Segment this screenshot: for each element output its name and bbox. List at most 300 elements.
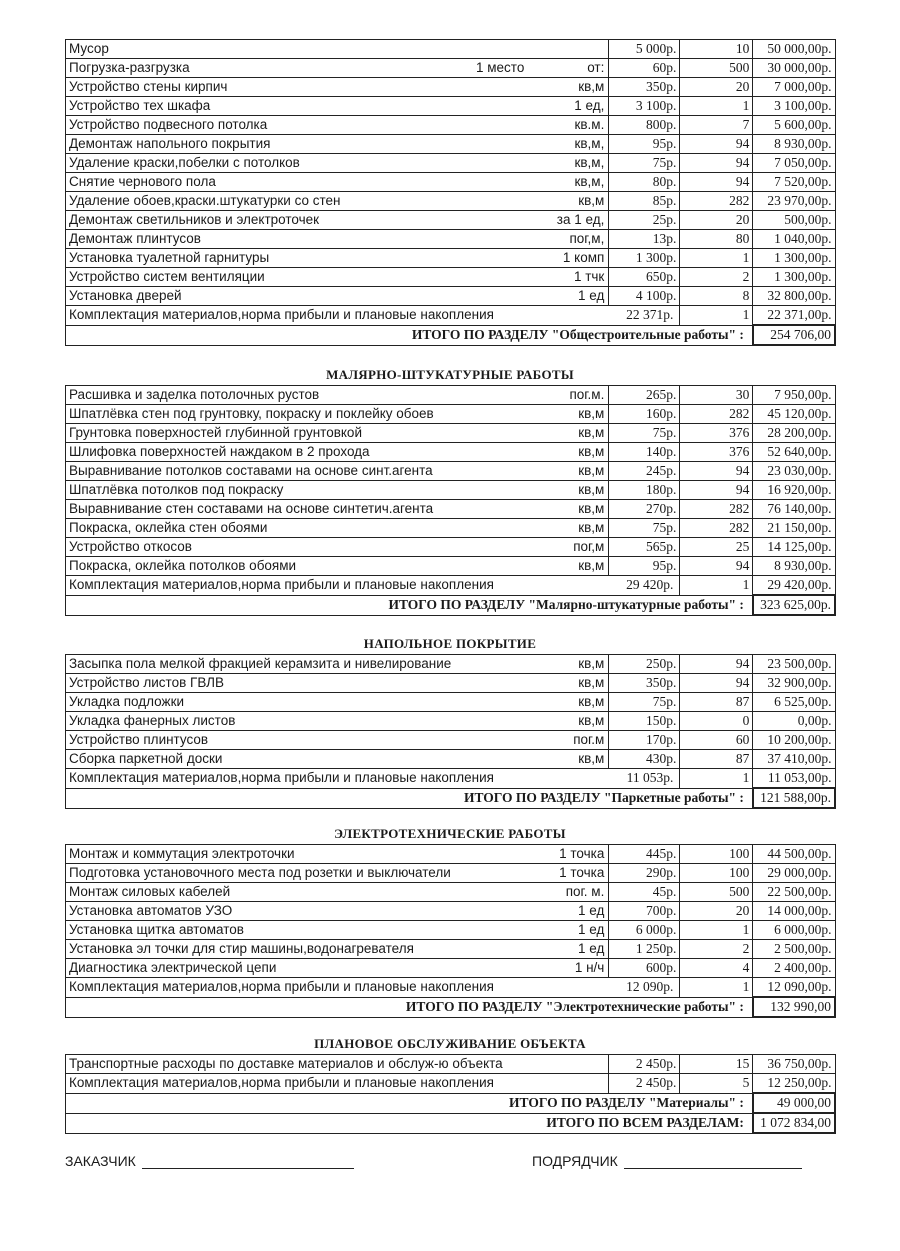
- table-row: [66, 40, 836, 59]
- table-row: [66, 230, 836, 249]
- item-qty: 282: [680, 192, 753, 211]
- item-price: 1 250р.: [609, 940, 680, 959]
- item-qualifier: 1 место: [476, 60, 525, 75]
- materials-cell: [66, 306, 680, 326]
- item-unit: кв,м,: [574, 136, 605, 151]
- item-unit: кв,м: [578, 482, 605, 497]
- item-sum: 0,00р.: [753, 712, 835, 731]
- grand-total-value: 1 072 834,00: [753, 1113, 835, 1133]
- item-name: Засыпка пола мелкой фракцией керамзита и нивелирование: [69, 656, 452, 671]
- section-total-value: 132 990,00: [753, 997, 835, 1017]
- item-price: 445р.: [609, 845, 680, 864]
- item-unit: кв,м: [578, 713, 605, 728]
- materials-name: Комплектация материалов,норма прибыли и плановые накопления: [69, 307, 494, 323]
- materials-cell: [66, 769, 680, 789]
- item-cell: [66, 750, 609, 769]
- item-qty: 60: [680, 731, 753, 750]
- item-price: 45р.: [609, 883, 680, 902]
- item-cell: [66, 1074, 609, 1094]
- item-price: 150р.: [609, 712, 680, 731]
- item-unit: кв,м: [578, 193, 605, 208]
- item-price: 430р.: [609, 750, 680, 769]
- item-price: 4 100р.: [609, 287, 680, 306]
- item-cell: [66, 173, 609, 192]
- item-qty: 1: [680, 921, 753, 940]
- item-name: Устройство подвесного потолка: [69, 117, 268, 132]
- table-row: [66, 731, 836, 750]
- item-price: 565р.: [609, 538, 680, 557]
- section-title: ЭЛЕКТРОТЕХНИЧЕСКИЕ РАБОТЫ: [334, 826, 566, 841]
- item-qty: 7: [680, 116, 753, 135]
- materials-row: [66, 978, 836, 998]
- item-qty: 0: [680, 712, 753, 731]
- item-unit: кв,м: [578, 406, 605, 421]
- item-price: 800р.: [609, 116, 680, 135]
- contractor-label: ПОДРЯДЧИК: [532, 1153, 618, 1169]
- item-sum: 23 030,00р.: [753, 462, 835, 481]
- section-total-label: ИТОГО ПО РАЗДЕЛУ "Паркетные работы" :: [66, 788, 753, 808]
- item-cell: [66, 693, 609, 712]
- item-sum: 7 520,00р.: [753, 173, 835, 192]
- item-sum: 10 200,00р.: [753, 731, 835, 750]
- table-row: [66, 1074, 836, 1094]
- item-name: Удаление обоев,краски.штукатурки со стен: [69, 193, 341, 208]
- item-unit: пог,м,: [569, 231, 605, 246]
- item-unit: пог,м: [573, 539, 605, 554]
- item-qty: 4: [680, 959, 753, 978]
- item-unit: кв,м,: [574, 174, 605, 189]
- item-unit: 1 ед: [577, 288, 605, 303]
- item-cell: [66, 40, 609, 59]
- table-row: [66, 192, 836, 211]
- item-cell: [66, 712, 609, 731]
- item-cell: [66, 154, 609, 173]
- materials-sum: 29 420,00р.: [753, 576, 835, 596]
- table-row: [66, 538, 836, 557]
- item-qty: 500: [680, 883, 753, 902]
- materials-qty: 1: [680, 978, 753, 998]
- grand-total-row: [66, 1113, 836, 1133]
- item-sum: 8 930,00р.: [753, 557, 835, 576]
- table-row: [66, 287, 836, 306]
- item-qty: 10: [680, 40, 753, 59]
- item-unit: кв,м: [578, 675, 605, 690]
- item-qty: 94: [680, 655, 753, 674]
- item-unit: кв.м.: [574, 117, 605, 132]
- materials-sum: 12 090,00р.: [753, 978, 835, 998]
- estimate-table: [65, 844, 836, 1018]
- item-unit: кв,м: [578, 463, 605, 478]
- item-name: Установка туалетной гарнитуры: [69, 250, 270, 265]
- item-name: Шлифовка поверхностей наждаком в 2 прохода: [69, 444, 370, 459]
- table-row: [66, 97, 836, 116]
- item-price: 3 100р.: [609, 97, 680, 116]
- item-sum: 5 600,00р.: [753, 116, 835, 135]
- item-name: Устройство стены кирпич: [69, 79, 228, 94]
- item-qty: 25: [680, 538, 753, 557]
- item-sum: 50 000,00р.: [753, 40, 835, 59]
- item-qty: 376: [680, 443, 753, 462]
- materials-name: Комплектация материалов,норма прибыли и плановые накопления: [69, 577, 494, 593]
- item-sum: 76 140,00р.: [753, 500, 835, 519]
- item-cell: [66, 287, 609, 306]
- item-name: Выравнивание потолков составами на основе синт.агента: [69, 463, 433, 478]
- item-unit: кв,м: [578, 425, 605, 440]
- item-sum: 29 000,00р.: [753, 864, 835, 883]
- item-qty: 1: [680, 249, 753, 268]
- item-sum: 36 750,00р.: [753, 1055, 835, 1074]
- item-price: 250р.: [609, 655, 680, 674]
- item-price: 160р.: [609, 405, 680, 424]
- item-price: 700р.: [609, 902, 680, 921]
- item-name: Устройство листов ГВЛВ: [69, 675, 225, 690]
- item-cell: [66, 78, 609, 97]
- item-cell: [66, 116, 609, 135]
- item-qty: 20: [680, 211, 753, 230]
- item-name: Подготовка установочного места под розетки и выключатели: [69, 865, 451, 880]
- section-rows: [66, 386, 836, 616]
- section-plaster: [65, 385, 836, 616]
- item-price: 95р.: [609, 557, 680, 576]
- section-title: НАПОЛЬНОЕ ПОКРЫТИЕ: [363, 636, 537, 651]
- item-cell: [66, 655, 609, 674]
- item-unit: 1 комп: [562, 250, 605, 265]
- item-cell: [66, 59, 609, 78]
- section-floor: [65, 654, 836, 809]
- item-qty: 94: [680, 557, 753, 576]
- grand-total-label: ИТОГО ПО ВСЕМ РАЗДЕЛАМ:: [66, 1113, 753, 1133]
- item-qty: 282: [680, 500, 753, 519]
- item-sum: 32 900,00р.: [753, 674, 835, 693]
- item-qty: 94: [680, 462, 753, 481]
- estimate-table: [65, 385, 836, 616]
- item-price: 180р.: [609, 481, 680, 500]
- materials-row: [66, 769, 836, 789]
- item-name: Устройство тех шкафа: [69, 98, 211, 113]
- item-name: Укладка фанерных листов: [69, 713, 236, 728]
- item-cell: [66, 845, 609, 864]
- table-row: [66, 59, 836, 78]
- item-cell: [66, 211, 609, 230]
- item-qty: 94: [680, 154, 753, 173]
- item-sum: 7 950,00р.: [753, 386, 835, 405]
- item-name: Снятие чернового пола: [69, 174, 216, 189]
- materials-price: 11 053р.: [626, 770, 674, 785]
- item-unit: пог. м.: [565, 884, 605, 899]
- table-row: [66, 750, 836, 769]
- section-total-value: 121 588,00р.: [753, 788, 835, 808]
- item-sum: 8 930,00р.: [753, 135, 835, 154]
- item-name: Устройство систем вентиляции: [69, 269, 265, 284]
- item-unit: 1 ед: [577, 922, 605, 937]
- item-price: 2 450р.: [609, 1074, 680, 1094]
- table-row: [66, 864, 836, 883]
- item-cell: [66, 97, 609, 116]
- item-name: Установка автоматов УЗО: [69, 903, 233, 918]
- item-unit: кв,м: [578, 501, 605, 516]
- item-unit: кв,м: [578, 444, 605, 459]
- item-qty: 5: [680, 1074, 753, 1094]
- item-name: Устройство откосов: [69, 539, 192, 554]
- materials-qty: 1: [680, 306, 753, 326]
- item-name: Удаление краски,побелки с потолков: [69, 155, 300, 170]
- item-price: 75р.: [609, 693, 680, 712]
- item-name: Установка эл точки для стир машины,водонагревателя: [69, 941, 414, 956]
- materials-cell: [66, 576, 680, 596]
- item-qty: 94: [680, 173, 753, 192]
- section-rows: [66, 40, 836, 346]
- item-sum: 32 800,00р.: [753, 287, 835, 306]
- item-qty: 94: [680, 135, 753, 154]
- item-cell: [66, 674, 609, 693]
- item-name: Установка дверей: [69, 288, 182, 303]
- item-qty: 282: [680, 519, 753, 538]
- table-row: [66, 902, 836, 921]
- table-row: [66, 519, 836, 538]
- item-price: 650р.: [609, 268, 680, 287]
- section-total-label: ИТОГО ПО РАЗДЕЛУ "Общестроительные работы" :: [66, 325, 753, 345]
- item-price: 80р.: [609, 173, 680, 192]
- item-sum: 21 150,00р.: [753, 519, 835, 538]
- item-unit: кв,м,: [574, 155, 605, 170]
- item-cell: [66, 864, 609, 883]
- item-sum: 16 920,00р.: [753, 481, 835, 500]
- section-total-row: [66, 1093, 836, 1113]
- table-row: [66, 883, 836, 902]
- section-total-label: ИТОГО ПО РАЗДЕЛУ "Малярно-штукатурные работы" :: [66, 595, 753, 615]
- table-row: [66, 693, 836, 712]
- materials-qty: 1: [680, 576, 753, 596]
- item-cell: [66, 519, 609, 538]
- item-price: 60р.: [609, 59, 680, 78]
- item-cell: [66, 959, 609, 978]
- item-cell: [66, 1055, 609, 1074]
- signature-line: [142, 1154, 354, 1169]
- item-price: 245р.: [609, 462, 680, 481]
- item-sum: 7 050,00р.: [753, 154, 835, 173]
- materials-row: [66, 306, 836, 326]
- item-name: Транспортные расходы по доставке материалов и обслуж-ю объекта: [69, 1056, 503, 1071]
- signature-line: [624, 1154, 802, 1169]
- item-price: 2 450р.: [609, 1055, 680, 1074]
- table-row: [66, 481, 836, 500]
- materials-price: 22 371р.: [626, 307, 674, 322]
- item-name: Комплектация материалов,норма прибыли и плановые накопления: [69, 1075, 494, 1091]
- table-row: [66, 462, 836, 481]
- item-qty: 2: [680, 940, 753, 959]
- item-cell: [66, 268, 609, 287]
- table-row: [66, 557, 836, 576]
- item-price: 95р.: [609, 135, 680, 154]
- contractor-signature: [532, 1153, 802, 1169]
- item-cell: [66, 192, 609, 211]
- item-sum: 52 640,00р.: [753, 443, 835, 462]
- section-title: ПЛАНОВОЕ ОБСЛУЖИВАНИЕ ОБЪЕКТА: [314, 1036, 586, 1051]
- item-unit: пог.м: [573, 732, 605, 747]
- item-name: Монтаж и коммутация электроточки: [69, 846, 295, 861]
- item-qty: 282: [680, 405, 753, 424]
- item-name: Шпатлёвка стен под грунтовку, покраску и поклейку обоев: [69, 406, 434, 421]
- table-row: [66, 173, 836, 192]
- item-cell: [66, 883, 609, 902]
- item-sum: 28 200,00р.: [753, 424, 835, 443]
- section-total-label: ИТОГО ПО РАЗДЕЛУ "Электротехнические работы" :: [66, 997, 753, 1017]
- customer-signature: [65, 1153, 354, 1169]
- item-sum: 44 500,00р.: [753, 845, 835, 864]
- item-unit: кв,м: [578, 79, 605, 94]
- item-name: Покраска, оклейка стен обоями: [69, 520, 268, 535]
- item-name: Установка щитка автоматов: [69, 922, 244, 937]
- item-sum: 2 400,00р.: [753, 959, 835, 978]
- table-row: [66, 154, 836, 173]
- estimate-table: [65, 654, 836, 809]
- item-name: Демонтаж светильников и электроточек: [69, 212, 320, 227]
- materials-qty: 1: [680, 769, 753, 789]
- table-row: [66, 655, 836, 674]
- item-price: 75р.: [609, 424, 680, 443]
- item-price: 170р.: [609, 731, 680, 750]
- item-price: 6 000р.: [609, 921, 680, 940]
- item-qty: 100: [680, 845, 753, 864]
- item-unit: 1 точка: [559, 846, 605, 861]
- item-qty: 15: [680, 1055, 753, 1074]
- section-rows: [66, 845, 836, 1018]
- item-sum: 1 040,00р.: [753, 230, 835, 249]
- table-row: [66, 443, 836, 462]
- item-name: Сборка паркетной доски: [69, 751, 223, 766]
- item-name: Шпатлёвка потолков под покраску: [69, 482, 284, 497]
- item-price: 5 000р.: [609, 40, 680, 59]
- item-price: 270р.: [609, 500, 680, 519]
- item-cell: [66, 940, 609, 959]
- item-price: 600р.: [609, 959, 680, 978]
- item-unit: 1 ед,: [574, 98, 605, 113]
- table-row: [66, 674, 836, 693]
- item-qty: 87: [680, 693, 753, 712]
- item-cell: [66, 481, 609, 500]
- section-general: [65, 39, 836, 346]
- item-qty: 376: [680, 424, 753, 443]
- materials-price: 29 420р.: [626, 577, 674, 592]
- item-price: 265р.: [609, 386, 680, 405]
- item-unit: кв,м: [578, 558, 605, 573]
- item-sum: 23 970,00р.: [753, 192, 835, 211]
- item-price: 25р.: [609, 211, 680, 230]
- materials-sum: 22 371,00р.: [753, 306, 835, 326]
- materials-sum: 11 053,00р.: [753, 769, 835, 789]
- item-qty: 1: [680, 97, 753, 116]
- item-unit: кв,м: [578, 656, 605, 671]
- item-cell: [66, 405, 609, 424]
- item-qty: 94: [680, 674, 753, 693]
- item-name: Мусор: [69, 41, 109, 56]
- table-row: [66, 386, 836, 405]
- item-sum: 500,00р.: [753, 211, 835, 230]
- table-row: [66, 268, 836, 287]
- item-unit: 1 ед: [577, 941, 605, 956]
- item-sum: 7 000,00р.: [753, 78, 835, 97]
- item-sum: 30 000,00р.: [753, 59, 835, 78]
- item-unit: от:: [587, 60, 605, 75]
- item-name: Укладка подложки: [69, 694, 185, 709]
- item-qty: 94: [680, 481, 753, 500]
- item-qty: 8: [680, 287, 753, 306]
- item-cell: [66, 538, 609, 557]
- item-sum: 6 000,00р.: [753, 921, 835, 940]
- section-total-row: [66, 997, 836, 1017]
- item-name: Диагностика электрической цепи: [69, 960, 277, 975]
- item-price: 85р.: [609, 192, 680, 211]
- section-rows: [66, 1055, 836, 1134]
- section-electrical: [65, 844, 836, 1018]
- item-cell: [66, 443, 609, 462]
- item-cell: [66, 249, 609, 268]
- item-unit: кв,м: [578, 694, 605, 709]
- item-price: 290р.: [609, 864, 680, 883]
- item-sum: 12 250,00р.: [753, 1074, 835, 1094]
- item-sum: 23 500,00р.: [753, 655, 835, 674]
- item-qty: 500: [680, 59, 753, 78]
- item-sum: 37 410,00р.: [753, 750, 835, 769]
- item-sum: 45 120,00р.: [753, 405, 835, 424]
- item-cell: [66, 424, 609, 443]
- item-sum: 14 125,00р.: [753, 538, 835, 557]
- section-total-label: ИТОГО ПО РАЗДЕЛУ "Материалы" :: [66, 1093, 753, 1113]
- table-row: [66, 135, 836, 154]
- table-row: [66, 500, 836, 519]
- item-sum: 3 100,00р.: [753, 97, 835, 116]
- item-qty: 20: [680, 78, 753, 97]
- item-name: Погрузка-разгрузка: [69, 60, 190, 75]
- table-row: [66, 424, 836, 443]
- item-qty: 87: [680, 750, 753, 769]
- item-unit: кв,м: [578, 520, 605, 535]
- item-price: 350р.: [609, 674, 680, 693]
- item-qty: 30: [680, 386, 753, 405]
- item-sum: 1 300,00р.: [753, 268, 835, 287]
- item-price: 1 300р.: [609, 249, 680, 268]
- item-cell: [66, 902, 609, 921]
- item-sum: 6 525,00р.: [753, 693, 835, 712]
- item-price: 75р.: [609, 519, 680, 538]
- section-total-value: 49 000,00: [753, 1093, 835, 1113]
- item-cell: [66, 921, 609, 940]
- estimate-table: [65, 39, 836, 346]
- table-row: [66, 405, 836, 424]
- item-name: Покраска, оклейка потолков обоями: [69, 558, 297, 573]
- materials-cell: [66, 978, 680, 998]
- item-qty: 2: [680, 268, 753, 287]
- item-price: 13р.: [609, 230, 680, 249]
- item-name: Расшивка и заделка потолочных рустов: [69, 387, 320, 402]
- section-total-value: 254 706,00: [753, 325, 835, 345]
- item-cell: [66, 557, 609, 576]
- table-row: [66, 78, 836, 97]
- table-row: [66, 959, 836, 978]
- customer-label: ЗАКАЗЧИК: [65, 1153, 136, 1169]
- item-cell: [66, 135, 609, 154]
- item-unit: 1 тчк: [573, 269, 605, 284]
- item-qty: 100: [680, 864, 753, 883]
- item-price: 140р.: [609, 443, 680, 462]
- section-total-value: 323 625,00р.: [753, 595, 835, 615]
- section-rows: [66, 655, 836, 809]
- item-qty: 20: [680, 902, 753, 921]
- section-title: МАЛЯРНО-ШТУКАТУРНЫЕ РАБОТЫ: [326, 367, 574, 382]
- section-total-row: [66, 325, 836, 345]
- item-sum: 2 500,00р.: [753, 940, 835, 959]
- table-row: [66, 921, 836, 940]
